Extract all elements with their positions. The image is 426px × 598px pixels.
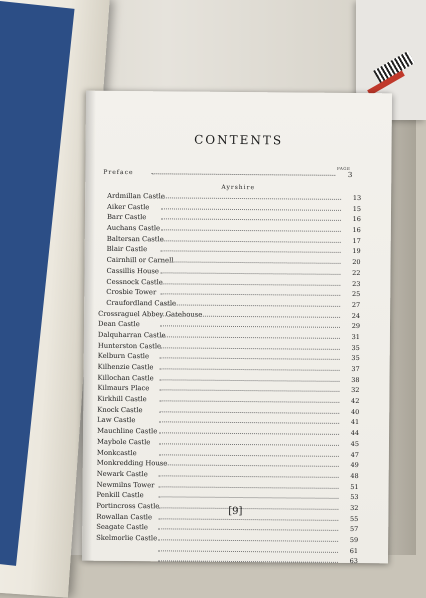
leader-dots [159, 497, 339, 500]
page-title: CONTENTS [194, 132, 284, 148]
leader-dots [160, 358, 340, 361]
entry-page: 48 [350, 471, 359, 480]
entry-page: 17 [352, 236, 361, 245]
entry-page: 25 [351, 290, 361, 299]
leader-dots [160, 379, 340, 382]
entry-title: Maybole Castle [96, 437, 151, 447]
leader-dots [159, 475, 339, 478]
entry-page: 57 [349, 525, 359, 534]
entry-page: 42 [351, 397, 360, 406]
entry-title: Newmilns Tower [96, 480, 155, 489]
leader-dots [161, 240, 341, 243]
entry-page: 53 [350, 493, 359, 502]
leader-dots [159, 411, 339, 414]
entry-title: Blair Castle [106, 245, 148, 254]
entry-page: 49 [350, 461, 359, 470]
entry-page: 16 [352, 226, 361, 235]
entry-page: 45 [350, 439, 360, 448]
entry-page: 35 [351, 343, 360, 352]
entry-page: 37 [351, 364, 360, 374]
page-column-label: PAGE [337, 165, 351, 171]
leader-dots [161, 208, 341, 211]
leader-dots [159, 454, 339, 457]
entry-page: 55 [350, 514, 359, 523]
entry-page: 38 [351, 375, 360, 384]
leader-dots [151, 171, 335, 176]
entry-title: Barr Castle [106, 213, 147, 222]
entry-title: Cairnhill or Carnell [106, 255, 174, 265]
leader-dots [158, 529, 338, 532]
entry-title: Dalquharran Castle [97, 330, 166, 340]
entry-title: Baltersan Castle [106, 234, 164, 244]
entry-title: Craufordland Castle [106, 298, 177, 308]
leader-dots [159, 422, 339, 425]
entry-title: Rowallan Castle [96, 512, 153, 521]
leader-dots [160, 294, 340, 297]
entry-page: 19 [352, 247, 361, 256]
entry-page: 32 [350, 503, 359, 513]
entry-title: Crosbie Tower [106, 288, 157, 297]
entry-page: 63 [349, 557, 358, 566]
leader-dots [159, 432, 339, 435]
entry-title: Penkill Castle [96, 491, 144, 500]
entry-title: Law Castle [97, 416, 136, 425]
entry-page: 22 [352, 268, 361, 277]
entry-title: Kilhenzie Castle [97, 362, 154, 372]
leader-dots [160, 347, 340, 350]
leader-dots [161, 251, 341, 254]
leader-dots [160, 368, 340, 371]
leader-dots [160, 336, 340, 339]
entry-title: Monkredding House [96, 458, 168, 468]
entry-page: 16 [352, 215, 361, 224]
entry-title: Ardmillan Castle [107, 191, 165, 201]
entry-page: 44 [350, 429, 360, 438]
section-heading: Ayrshire [221, 183, 256, 192]
leader-dots [159, 443, 339, 446]
leader-dots [160, 272, 340, 275]
entry-title: Seagate Castle [96, 523, 149, 532]
entry-title: Crossraguel Abbey Gatehouse [98, 309, 203, 319]
entry-title: Monkcastle [96, 448, 137, 457]
entry-title: Mauchline Castle [97, 426, 158, 436]
leader-dots [158, 539, 338, 542]
leader-dots [159, 465, 339, 468]
entry-title: Cessnock Castle [106, 277, 163, 286]
entry-page: 40 [350, 407, 360, 416]
leader-dots [161, 229, 341, 232]
preface-label: Preface [103, 168, 134, 177]
preface-row [103, 169, 353, 181]
entry-page: 15 [352, 204, 362, 213]
page-number: [9] [228, 505, 243, 518]
entry-page: 20 [352, 258, 361, 267]
contents-entry [96, 554, 358, 567]
entry-page: 47 [350, 450, 359, 459]
leader-dots [159, 390, 339, 393]
entry-page: 35 [351, 354, 360, 363]
entry-page: 32 [351, 386, 360, 395]
entry-title: Hunterston Castle [97, 341, 162, 350]
leader-dots [158, 561, 338, 564]
entry-page: 59 [349, 535, 359, 545]
entry-page: 31 [351, 332, 360, 342]
leader-dots [160, 304, 340, 307]
leader-dots [160, 283, 340, 286]
leader-dots [159, 400, 339, 403]
entry-title: Kilmaurs Place [97, 384, 150, 393]
entry-page: 23 [352, 279, 361, 288]
preface-page: 3 [347, 170, 354, 180]
entry-title: Kirkhill Castle [97, 394, 147, 404]
entry-page: 29 [351, 322, 361, 331]
leader-dots [160, 326, 340, 329]
leader-dots [158, 518, 338, 521]
entry-title: Newark Castle [96, 469, 148, 479]
entry-title: Kelburn Castle [97, 352, 150, 361]
entry-page: 51 [350, 482, 359, 491]
leader-dots [161, 261, 341, 264]
entry-title: Aiker Castle [107, 202, 150, 211]
leader-dots [158, 550, 338, 553]
entry-page: 41 [350, 418, 360, 427]
entry-page: 61 [349, 546, 359, 555]
contents-page [82, 91, 392, 564]
entry-title: Cassillis House [106, 266, 160, 276]
entry-title: Portincross Castle [96, 501, 160, 511]
entry-title: Auchans Castle [106, 223, 161, 233]
leader-dots [161, 197, 341, 200]
entry-title: Killochan Castle [97, 373, 154, 382]
entry-title: Dean Castle [97, 320, 140, 329]
entry-page: 13 [352, 194, 362, 203]
leader-dots [159, 486, 339, 489]
entry-page: 24 [351, 311, 361, 320]
entry-page: 27 [351, 300, 361, 309]
entry-title: Knock Castle [97, 405, 143, 414]
entry-title: Skelmorlie Castle [96, 533, 158, 543]
leader-dots [161, 219, 341, 222]
